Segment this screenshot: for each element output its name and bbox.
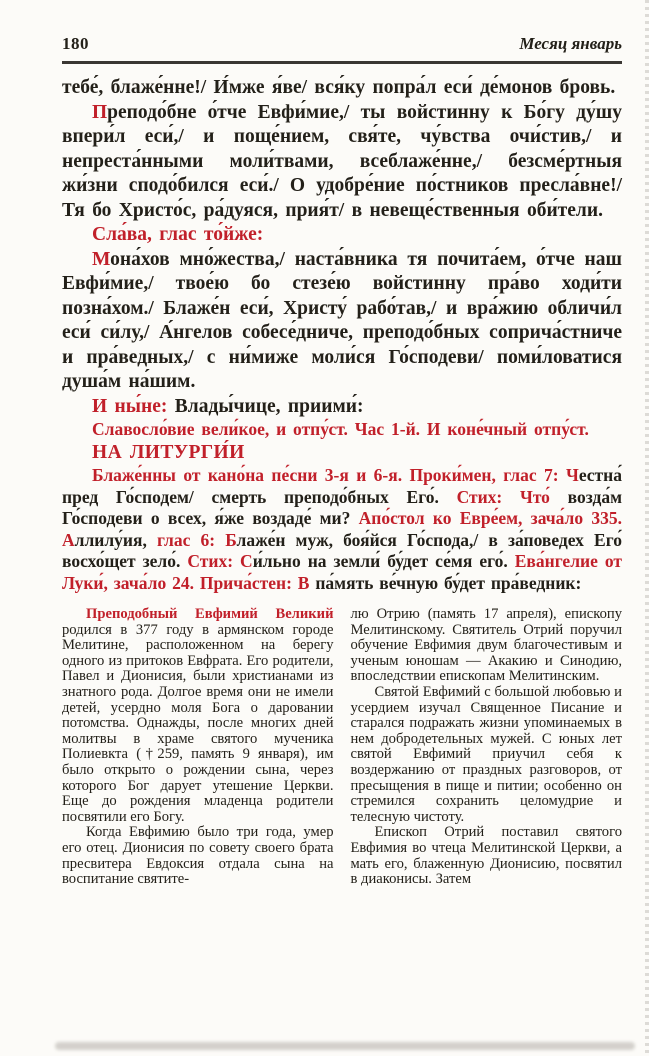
initial-letter: М: [92, 248, 111, 270]
rubric-text: Апо́стол ко Евре́ем, зача́ло 335.: [358, 508, 623, 528]
life-paragraph: [62, 607, 334, 825]
rubric-text: глас 6:: [156, 529, 226, 550]
rubric-text: Ева́нгелие от Луки́, зача́ло 24.: [62, 551, 622, 593]
rubric-text: Стих: С: [187, 551, 253, 571]
service-text-section: [62, 76, 622, 594]
body-text: возда́м Го́сподеви о всех, я́же воздаде́ ми?: [62, 486, 622, 528]
rubric-text: Блаже́нны от кано́на пе́сни 3-я и 6-я. Проки́мен, глас 7:: [92, 465, 566, 485]
running-head: [62, 34, 622, 54]
initial-letter: П: [92, 101, 108, 123]
liturgy-rubrics: [62, 465, 622, 594]
life-paragraph: Святой Евфимий с большой любовью и усердием изучал Священное Писание и старался подражать жизни упоминаемых в нем добродетельных мужей. С юных лет святой Евфимий приучил себя к воздержанию от праздных разговоров, от пресыщения в пище и питии; особенно он стремился сохранить целомудрие и телесную чистоту.: [350, 683, 622, 825]
body-text: лаже́н муж, боя́йся Го́спода,/ в за́поведех Его́ восхо́щет зело́.: [62, 529, 622, 571]
sticheron-body: реподо́бне о́тче Евфи́мие,/ ты войстинну к Бо́гу ду́шу впери́л еси́,/ и поще́нием, свя́те, чу́вства очи́стив,/ и непреста́нными моли́твами, всеблаже́нне,/ безсме́ртныя жи́зни сподо́бился еси́./ О удобре́ние по́стников пресла́вне!/ Тя бо Христо́с, ра́дуяся, прия́т/ в невеще́ственныя оби́тели.: [62, 101, 622, 221]
sticheron-euthymius: [62, 101, 622, 224]
page-number: 180: [62, 34, 89, 53]
life-paragraph: Когда Евфимию было три года, умер его отец. Дионисия по совету своего брата пресвитера Евдоксия отдала сына на воспитание святите-: [62, 824, 334, 888]
life-text: родился в 377 году в армянском городе Мелитине, расположенном на берегу одного из притоков Евфрата. Его родители, Павел и Дионисия, были христианами из знатного рода. Долгое время они не имели детей, усердно моля Бога о даровании потомства. Однажды, после многих дней молитвы в храме святого мученика Полиевкта (†259, память 9 января), им было открыто о рождении сына, через которого Бог дарует утешение Церкви. Еще до рождения младенца родители посвятили его Богу.: [62, 621, 334, 825]
rubric-text: А: [62, 529, 75, 550]
left-column: [62, 607, 334, 888]
i-nyne-rubric: И ны́не:: [92, 395, 168, 417]
liturgy-heading: НА ЛИТУРГИ́И: [92, 441, 245, 463]
i-nyne-line: [62, 395, 622, 420]
life-lead: Преподобный Евфимий Великий: [86, 606, 334, 622]
rubric-text: Ч: [565, 465, 579, 485]
header-rule: [62, 61, 622, 64]
rubric-text: Б: [225, 529, 237, 550]
slava-heading: Сла́ва, глас то́йже:: [92, 224, 264, 245]
body-text: ллилу́ия,: [74, 529, 157, 550]
scan-bottom-smudge: [55, 1042, 635, 1050]
sticheron-body: она́хов мно́жества,/ наста́вника тя почита́ем, о́тче наш Евфи́мие,/ твое́ю бо стезе́ю войстинну пра́во ходи́ти позна́хом./ Блаже́н еси́, Христу́ рабо́тав,/ и вра́жию обличи́л еси́ си́лу,/ А́нгелов собесе́дниче, преподо́бных соприча́стниче и пра́ведных,/ с ни́миже моли́ся Го́сподеви/ поми́ловатися душа́м на́шим.: [62, 248, 622, 392]
page-content: [62, 34, 622, 888]
sticheron-continuation: тебе́, блаже́нне!/ И́мже я́ве/ вся́ку попра́л еси́ де́монов бровь.: [62, 77, 616, 98]
life-paragraph: лю Отрию (память 17 апреля), епископу Мелитинскому. Святитель Отрий поручил обучение Евфимия двум благочестивым и ученым юношам — Акакию и Синодию, впоследствии епископам Мелитинским.: [350, 606, 622, 685]
hagiography-columns: [62, 607, 622, 888]
i-nyne-text: Влады́чице, приими́:: [174, 395, 364, 417]
body-text: естна́ пред Го́сподем/ смерть преподо́бных Его́.: [62, 465, 622, 507]
rubric-text: Прича́стен: В: [199, 572, 316, 593]
running-title: Месяц январь: [519, 34, 622, 53]
scan-edge-noise: [645, 0, 649, 1056]
life-paragraph: Епископ Отрий поставил святого Евфимия во чтеца Мелитинской Церкви, а мать его, блаженную Дионисию, посвятил в диаконисы. Затем: [350, 824, 622, 888]
sticheron-monks: [62, 248, 622, 395]
rubric-text: Стих: Что́: [456, 486, 568, 507]
doxology-rubric: Славосло́вие вели́кое, и отпу́ст. Час 1-й. И коне́чный отпу́ст.: [92, 419, 589, 439]
body-text: и́льно на земли́ бу́дет се́мя его́.: [252, 551, 515, 571]
right-column: [351, 607, 623, 888]
body-text: па́мять ве́чную бу́дет пра́ведник:: [315, 572, 582, 593]
